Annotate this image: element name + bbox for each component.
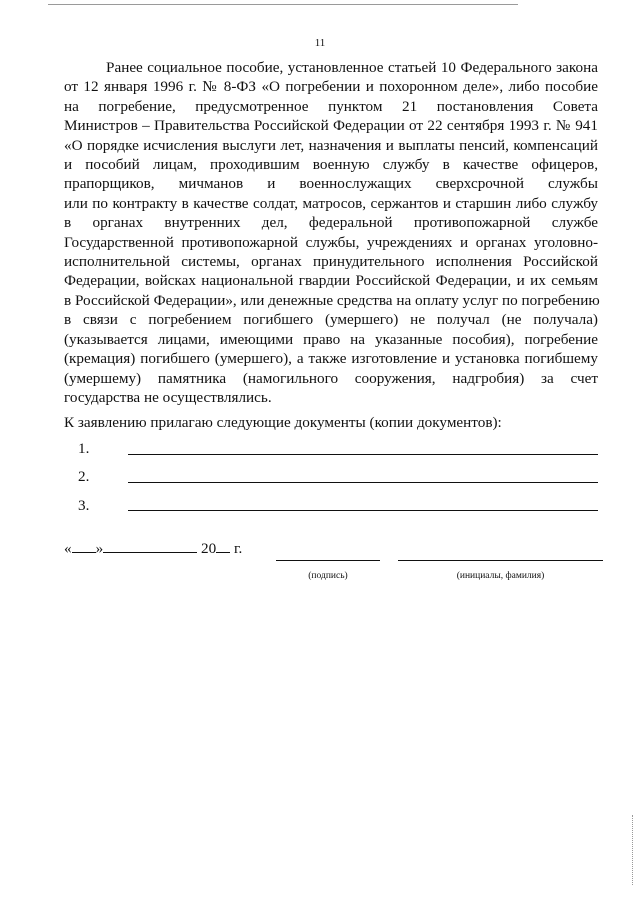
page-number: 11 xyxy=(314,37,326,49)
signature-caption: (подпись) xyxy=(308,571,348,581)
paragraph-line: от 12 января 1996 г. № 8-ФЗ «О погребении и похоронном деле», либо пособие xyxy=(64,78,598,96)
date-open-quote: « xyxy=(64,540,72,557)
attachment-item-number: 2. xyxy=(78,468,90,485)
name-caption: (инициалы, фамилия) xyxy=(456,571,545,581)
paragraph-line: (указывается лицами, имеющими право на указанные пособия), погребение xyxy=(64,330,598,348)
paragraph-line: Федерации, войсках национальной гвардии Российской Федерации, и их семьям xyxy=(64,272,598,290)
paragraph-line: или по контракту в качестве солдат, матросов, сержантов и старшин либо службу xyxy=(64,194,598,212)
paragraph-line: на погребение, предусмотренное пунктом 21 постановления Совета xyxy=(64,97,598,115)
statement-paragraph xyxy=(64,58,598,407)
paragraph-line: в Российской Федерации», или денежные средства на оплату услуг по погребению xyxy=(64,291,600,309)
paragraph-line: (кремация) погибшего (умершего), а также изготовление и установка погибшему xyxy=(64,350,598,368)
signature-fill-line[interactable] xyxy=(276,560,380,561)
paragraph-line: государства не осуществлялись. xyxy=(64,388,272,406)
paragraph-line: в органах внутренних дел, федеральной противопожарной службе xyxy=(64,214,598,232)
paragraph-line: «О порядке исчисления выслуги лет, назначения и выплаты пенсий, компенсаций xyxy=(64,136,598,154)
paragraph-line: и пособий лицам, проходившим военную службу в качестве офицеров, xyxy=(64,156,598,174)
day-blank[interactable] xyxy=(72,540,96,553)
date-close-quote: » xyxy=(95,540,104,557)
paragraph-line: (умершему) памятника (намогильного сооружения, надгробия) за счет xyxy=(64,369,598,387)
attachment-fill-line-3[interactable] xyxy=(128,497,598,511)
attachment-fill-line-2[interactable] xyxy=(128,469,598,483)
attachment-item-number: 1. xyxy=(78,440,90,457)
year-blank[interactable] xyxy=(216,540,230,553)
paragraph-line: Ранее социальное пособие, установленное статьей 10 Федерального закона xyxy=(106,59,598,76)
month-blank[interactable] xyxy=(103,540,197,553)
attachment-item-number: 3. xyxy=(78,497,90,514)
paragraph-line: Министров – Правительства Российской Федерации от 22 сентября 1993 г. № 941 xyxy=(64,117,598,135)
paragraph-line: в связи с погребением погибшего (умершего) не получал (не получала) xyxy=(64,311,598,329)
paragraph-line: Государственной противопожарной службы, учреждениях и органах уголовно- xyxy=(64,233,598,251)
top-border-line xyxy=(48,4,518,5)
attachments-heading: К заявлению прилагаю следующие документы (копии документов): xyxy=(64,414,502,431)
year-prefix: 20 xyxy=(200,540,217,557)
year-suffix: г. xyxy=(230,540,243,557)
date-line xyxy=(64,540,242,558)
paragraph-line: прапорщиков, мичманов и военнослужащих сверхсрочной службы xyxy=(64,175,598,193)
name-fill-line[interactable] xyxy=(398,560,603,561)
margin-stamp-mark xyxy=(632,815,637,885)
attachment-fill-line-1[interactable] xyxy=(128,441,598,455)
paragraph-line: исполнительной системы, органах принудительного исполнения Российской xyxy=(64,253,598,271)
